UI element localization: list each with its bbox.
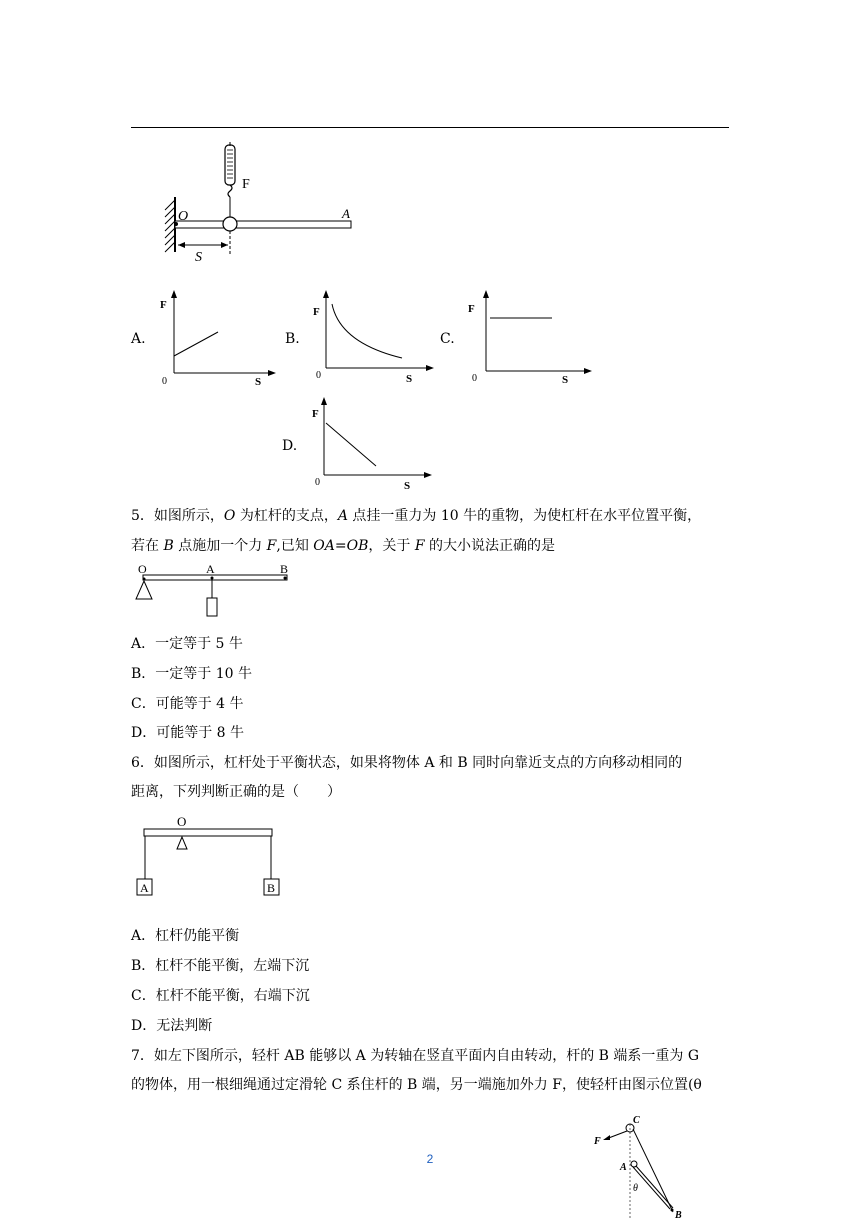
q6-option-c: C．杠杆不能平衡，右端下沉	[131, 988, 310, 1004]
q7-angle-label: θ	[633, 1183, 638, 1194]
q4-a-origin: 0	[162, 376, 167, 387]
q7-pulley-diagram	[590, 1112, 690, 1218]
q4-option-c-key: C.	[440, 331, 455, 347]
q4-option-b-key: B.	[285, 331, 300, 347]
page-number: 2	[426, 1152, 434, 1166]
q6-option-a: A．杠杆仍能平衡	[131, 928, 240, 944]
q4-lever-diagram	[150, 140, 360, 265]
q5-text: A	[337, 508, 348, 524]
q7-pivot-a-label: A	[620, 1162, 627, 1173]
q6-block-b-label: B	[267, 881, 276, 895]
q6-lever-diagram	[128, 812, 288, 898]
q4-pivot-label: O	[178, 209, 189, 224]
q5-option-a: A．一定等于 5 牛	[131, 636, 243, 652]
q4-a-xlabel: S	[255, 376, 262, 388]
q4-c-ylabel: F	[468, 303, 475, 315]
q4-b-xlabel: S	[406, 373, 413, 385]
q7-pulley-c-label: C	[633, 1115, 640, 1126]
header-rule	[131, 127, 729, 128]
q5-text: 为杠杆的支点，	[235, 508, 338, 524]
q5-text: ,已知	[276, 538, 314, 554]
q4-a-ylabel: F	[160, 299, 167, 311]
q5-text: 点施加一个力	[173, 538, 267, 554]
q4-d-origin: 0	[315, 477, 320, 488]
q4-option-a-key: A.	[131, 331, 146, 347]
q4-force-label: F	[242, 177, 250, 192]
q6-option-d: D．无法判断	[131, 1018, 213, 1034]
q4-b-origin: 0	[316, 370, 321, 381]
q5-option-b: B．一定等于 10 牛	[131, 666, 253, 682]
q7-force-f-label: F	[594, 1136, 601, 1147]
q7-question-line2: 的物体，用一根细绳通过定滑轮 C 系住杆的 B 端，另一端施加外力 F，使轻杆由图示位置(θ	[131, 1077, 702, 1093]
q7-end-b-label: B	[675, 1210, 682, 1218]
q5-question-line2	[131, 535, 555, 555]
q5-text: F	[266, 538, 277, 554]
q6-question-line1: 6．如图所示，杠杆处于平衡状态，如果将物体 A 和 B 同时向靠近支点的方向移动相同的	[131, 755, 683, 771]
q6-pivot-label: O	[177, 814, 187, 829]
q7-question-line1: 7．如左下图所示，轻杆 AB 能够以 A 为转轴在竖直平面内自由转动，杆的 B 端系一重为 G	[131, 1048, 700, 1064]
q5-text: F	[414, 538, 425, 554]
q4-distance-label: S	[195, 250, 202, 265]
q5-text: 若在	[131, 538, 164, 554]
q4-option-d-key: D.	[282, 438, 298, 454]
q6-option-b: B．杠杆不能平衡，左端下沉	[131, 958, 310, 974]
q5-question-line1	[131, 505, 701, 525]
q5-option-d: D．可能等于 8 牛	[131, 725, 245, 741]
q5-text: 的大小说法正确的是	[424, 538, 555, 554]
q4-c-xlabel: S	[562, 374, 569, 386]
q5-text: B	[163, 538, 174, 554]
q5-text: 点挂一重力为 10 牛的重物，为使杠杆在水平位置平衡，	[347, 508, 702, 524]
q5-option-c: C．可能等于 4 牛	[131, 696, 244, 712]
q4-d-xlabel: S	[404, 480, 411, 492]
q6-block-a-label: A	[140, 881, 149, 895]
q4-d-ylabel: F	[312, 408, 319, 420]
q5-text: 5．如图所示，	[131, 508, 224, 524]
q5-text: O	[223, 508, 236, 524]
q4-c-origin: 0	[472, 373, 477, 384]
q5-point-a-label: A	[206, 562, 215, 576]
q4-option-d-graph	[310, 395, 435, 495]
q5-pivot-label: O	[138, 562, 147, 576]
q4-end-label: A	[342, 206, 350, 221]
q4-option-c-graph	[466, 288, 596, 388]
q5-text: OA=OB	[313, 538, 369, 554]
q5-lever-diagram	[128, 560, 298, 622]
q4-option-a-graph	[160, 288, 280, 388]
q5-point-b-label: B	[280, 562, 289, 576]
q6-question-line2: 距离，下列判断正确的是（ ）	[131, 784, 341, 800]
q4-b-ylabel: F	[313, 306, 320, 318]
q5-text: ，关于	[368, 538, 415, 554]
q4-option-b-graph	[312, 288, 437, 388]
